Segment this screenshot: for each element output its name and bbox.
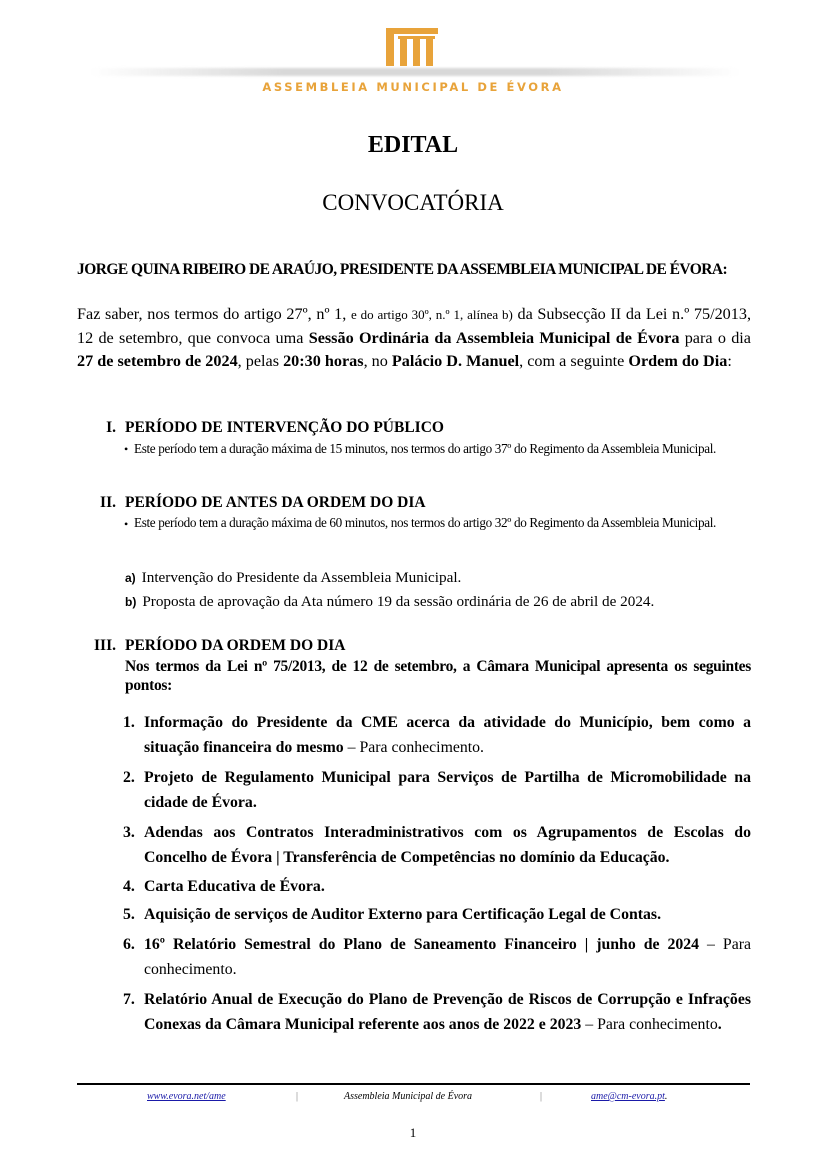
point-note: – Para conhecimento [581, 1016, 718, 1033]
list-item [125, 593, 654, 611]
order-label: Ordem do Dia [628, 352, 728, 370]
agenda-point [123, 820, 751, 870]
point-note: – Para conhecimento. [343, 739, 485, 756]
agenda-point [123, 874, 751, 899]
footer-divider [77, 1083, 750, 1085]
intro-text: da Subsecção II da Lei n.º 75/2013, 12 de setembro, que convoca uma [77, 305, 751, 347]
point-number: 6. [123, 936, 135, 953]
item-label: a) [125, 571, 136, 585]
agenda-point [123, 710, 751, 760]
item-text: Proposta de aprovação da Ata número 19 da sessão ordinária de 26 de abril de 2024. [142, 593, 655, 610]
point-number: 4. [123, 878, 135, 895]
point-note: – Para conhecimento. [144, 936, 751, 978]
section-numeral: I. [106, 419, 116, 436]
header-divider [90, 68, 740, 76]
list-item [125, 569, 461, 587]
point-number: 2. [123, 769, 135, 786]
session-name: Sessão Ordinária da Assembleia Municipal de Évora [308, 328, 680, 347]
item-label: b) [125, 595, 137, 609]
section-note: Este período tem a duração máxima de 15 minutos, nos termos do artigo 37º do Regimento da Assembleia Municipal. [134, 441, 716, 456]
footer-website [147, 1091, 226, 1102]
bullet-icon: • [124, 517, 129, 531]
session-place: Palácio D. Manuel [391, 352, 520, 370]
footer-separator: | [296, 1091, 299, 1102]
point-title: Informação do Presidente da CME acerca da atividade do Município, bem como a situação financeira do mesmo [144, 714, 751, 756]
section-title: PERÍODO DE INTERVENÇÃO DO PÚBLICO [125, 419, 444, 436]
page-title: EDITAL [367, 132, 459, 158]
footer-email [591, 1091, 667, 1102]
point-tail: . [717, 1016, 722, 1033]
section-numeral: III. [94, 637, 116, 654]
agenda-point [123, 932, 751, 982]
section-title: PERÍODO DA ORDEM DO DIA [125, 637, 346, 654]
point-title: 16º Relatório Semestral do Plano de Saneamento Financeiro | junho de 2024 [144, 936, 700, 953]
agenda-point [123, 987, 751, 1037]
intro-text: , no [363, 352, 392, 370]
point-number: 1. [123, 714, 135, 731]
point-number: 3. [123, 824, 135, 841]
item-text: Intervenção do Presidente da Assembleia Municipal. [141, 569, 462, 586]
point-number: 7. [123, 991, 135, 1008]
section-numeral: II. [100, 494, 116, 511]
intro-text: , com a seguinte [519, 352, 629, 370]
president-line: JORGE QUINA RIBEIRO DE ARAÚJO, PRESIDENTE DA ASSEMBLEIA MUNICIPAL DE ÉVORA: [77, 261, 728, 278]
intro-text: para o dia [679, 328, 751, 347]
section-description: Nos termos da Lei nº 75/2013, de 12 de setembro, a Câmara Municipal apresenta os seguintes pontos: [125, 658, 751, 694]
intro-text: , pelas [237, 352, 284, 370]
point-title: Aquisição de serviços de Auditor Externo para Certificação Legal de Contas. [144, 906, 662, 923]
agenda-point [123, 902, 751, 927]
agenda-point [123, 765, 751, 815]
point-title: Relatório Anual de Execução do Plano de Prevenção de Riscos de Corrupção e Infrações Conexas da Câmara Municipal referente aos anos de 2022 e 2023 [144, 991, 751, 1033]
website-link[interactable]: www.evora.net/ame [147, 1091, 226, 1102]
footer-separator: | [540, 1091, 543, 1102]
email-suffix: . [664, 1091, 668, 1102]
org-name: ASSEMBLEIA MUNICIPAL DE ÉVORA [262, 80, 564, 94]
page-number: 1 [409, 1125, 417, 1140]
point-title: Projeto de Regulamento Municipal para Serviços de Partilha de Micromobilidade na cidade de Évora. [144, 769, 751, 811]
section-note: Este período tem a duração máxima de 60 minutos, nos termos do artigo 32º do Regimento da Assembleia Municipal. [134, 515, 716, 530]
point-title: Carta Educativa de Évora. [144, 878, 325, 895]
columns-logo-icon [384, 28, 440, 66]
intro-paragraph [77, 303, 751, 374]
email-link[interactable]: ame@cm-evora.pt [591, 1091, 665, 1102]
point-title: Adendas aos Contratos Interadministrativos com os Agrupamentos de Escolas do Concelho de Évora | Transferência de Competências no domínio da Educação. [144, 824, 751, 866]
footer-org: Assembleia Municipal de Évora [344, 1091, 473, 1102]
intro-text: : [727, 352, 732, 370]
session-date: 27 de setembro de 2024 [77, 352, 238, 370]
bullet-icon: • [124, 442, 129, 456]
session-time: 20:30 horas [283, 352, 364, 370]
point-number: 5. [123, 906, 135, 923]
intro-text: Faz saber, nos termos do artigo 27º, nº 1, [77, 305, 351, 323]
intro-text-small: e do artigo 30º, n.º 1, alínea b) [350, 307, 513, 322]
section-title: PERÍODO DE ANTES DA ORDEM DO DIA [125, 494, 426, 511]
page-subtitle: CONVOCATÓRIA [322, 190, 504, 215]
